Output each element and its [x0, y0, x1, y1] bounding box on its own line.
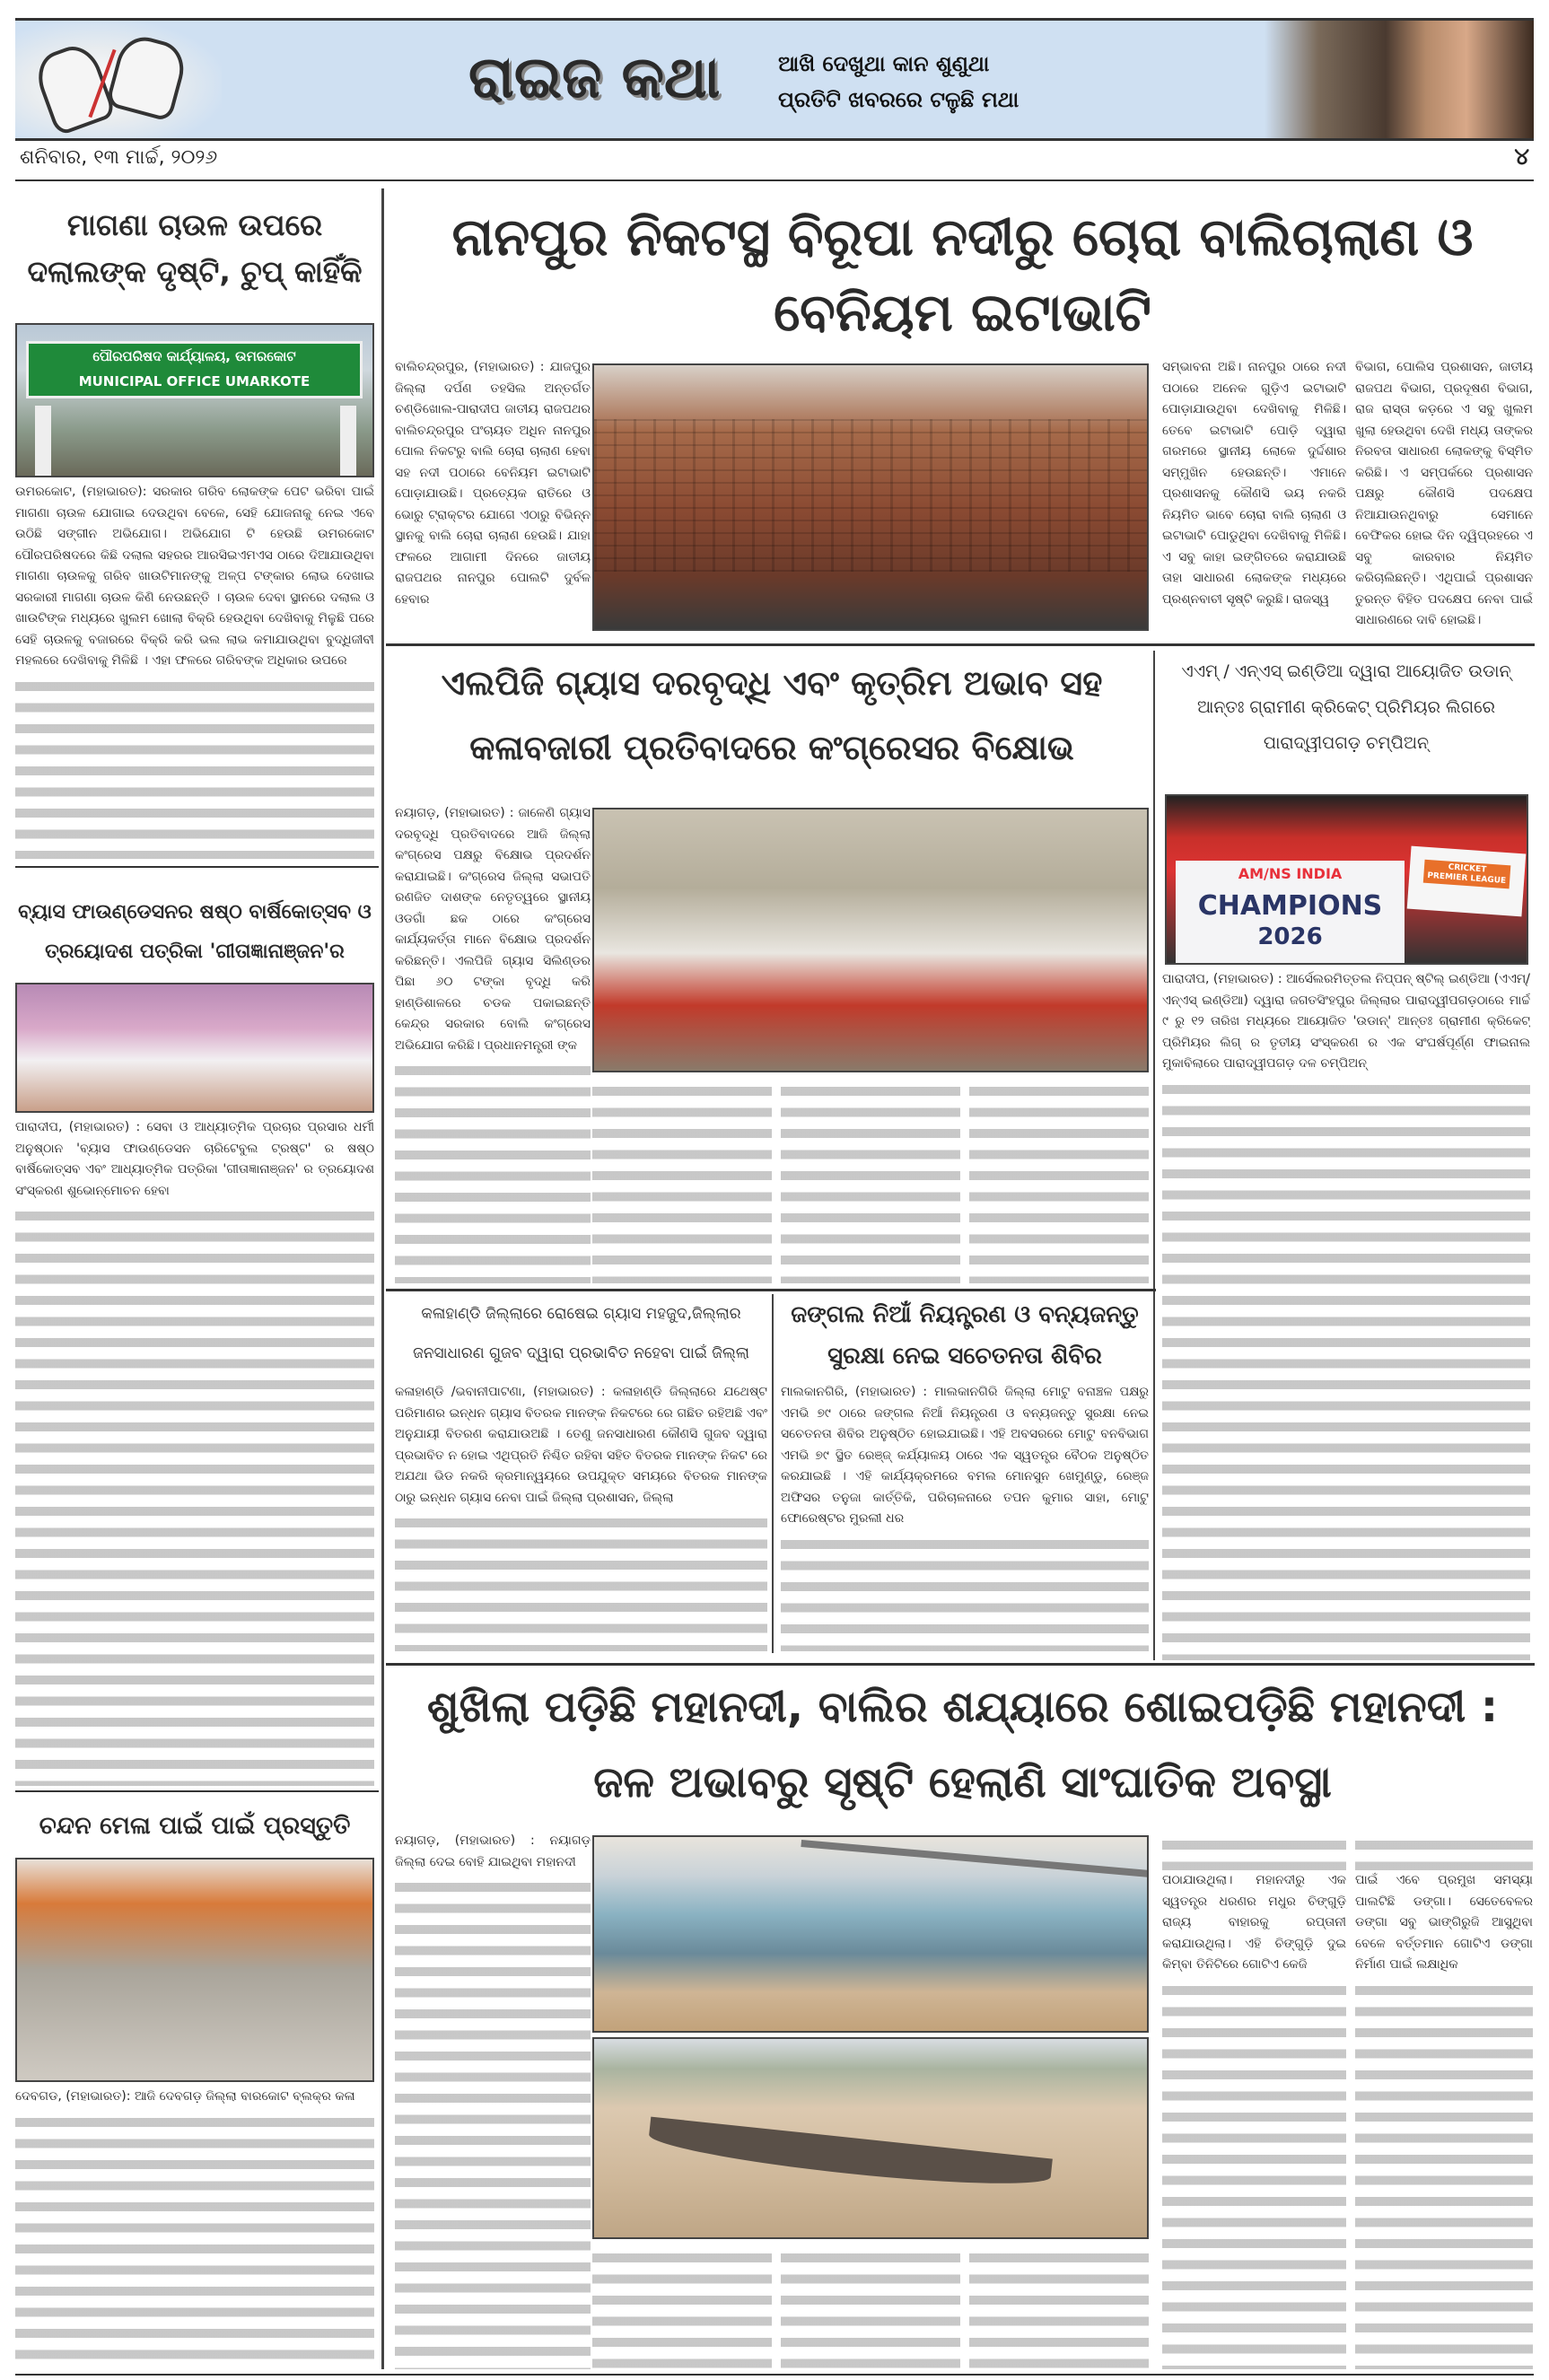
body-text: ପଠାଯାଉଥିଲା। ମହାନଦୀରୁ ଏକ ସ୍ୱତନ୍ତ୍ର ଧରଣର ମଧୁର ଚିଙ୍ଗୁଡ଼ି ରାଜ୍ୟ ବାହାରକୁ ରପ୍ତାନୀ କରାଯାଉଥିଲା। ଏହି ଚିଙ୍ଗୁଡ଼ି ଦୁଇ କିମ୍ବା ତିନିଟିରେ ଗୋଟିଏ କେଜି	[1162, 1873, 1346, 1972]
article-body-mahanadi-col5	[1162, 1831, 1346, 2369]
champions-text: CHAMPIONS	[1197, 890, 1383, 922]
article-body-vyas	[15, 1117, 374, 1786]
article-body-lpg-col1	[395, 803, 591, 1283]
body-text: ପାଇଁ ଏବେ ପ୍ରମୁଖ ସମସ୍ୟା ପାଲଟିଛି ଡଙ୍ଗା। ସେତେବେଳର ଡଙ୍ଗା ସବୁ ଭାଙ୍ଗିରୁଜି ଆସୁଥିବା ବେଳେ ବର୍ତ୍ତମାନ ଗୋଟିଏ ଡଙ୍ଗା ନିର୍ମାଣ ପାଇଁ ଲକ୍ଷାଧିକ	[1355, 1873, 1533, 1972]
divider	[386, 1289, 1156, 1291]
sign-odia-text: ପୌରପରିଷଦ କାର୍ଯ୍ୟାଳୟ, ଉମରକୋଟ	[92, 348, 296, 364]
article-body-lpg-col4	[969, 1077, 1149, 1283]
tagline-line-1: ଆଖି ଦେଖୁଥା କାନ ଶୁଣୁଥା	[778, 51, 990, 76]
municipal-office-photo	[15, 323, 374, 477]
article-body-sand-col1	[395, 357, 591, 640]
article-body-mahanadi-col2	[592, 2244, 772, 2369]
body-text: ନୟାଗଡ଼, (ମହାଭାରତ) : ନୟାଗଡ଼ ଜିଲ୍ଲା ଦେଇ ବୋହି ଯାଇଥିବା ମହାନଦୀ	[395, 1833, 591, 1869]
body-text: ଉମରକୋଟ, (ମହାଭାରତ): ସରକାର ଗରିବ ଲୋକଙ୍କ ପେଟ ଭରିବା ପାଇଁ ମାଗଣା ଚାଉଳ ଯୋଗାଇ ଦେଉଥିବା ବେଳେ, ସେହି ଯୋଜନାକୁ ନେଇ ଏବେ ଉଠିଛି ସଙ୍ଗୀନ ଅଭିଯୋଗ। ଅଭିଯୋଗ ଟି ହେଉଛି ଉମରକୋଟ ପୌରପରିଷଦରେ କିଛି ଦଲାଲ ସହରର ଆରସିଇଏମଏସ ଠାରେ ଦିଆଯାଉଥିବା ମାଗଣା ଚାଉଳକୁ ଗରିବ ଖାଉଟିମାନଙ୍କୁ ଅଳ୍ପ ଟଙ୍କାର ଲୋଭ ଦେଖାଇ ସରକାରୀ ମାଗଣା ଚାଉଳ କିଣି ନେଉଛନ୍ତି । ଚାଉଳ ଦେବା ସ୍ଥାନରେ ଦଲାଲ ଓ ଖାଉଟିଙ୍କ ମଧ୍ୟରେ ଖୁଲମ ଖୋଲା ବିକ୍ରି ହେଉଥିବା ଦେଖିବାକୁ ମିଳୁଛି ପରେ ସେହି ଚାଉଳକୁ ବଜାରରେ ବିକ୍ରି କରି ଭଲ ଲାଭ କମାଯାଉଥିବା ବୁଦ୍ଧିଜୀବୀ ମହଲରେ ଦେଖିବାକୁ ମିଳିଛି । ଏହା ଫଳରେ ଗରିବଙ୍କ ଅଧିକାର ଉପରେ	[15, 485, 374, 668]
article-body-chandan	[15, 2087, 374, 2369]
article-body-cricket	[1162, 969, 1530, 1660]
brick-kiln-photo	[592, 363, 1149, 631]
headline-sand-mining: ନାନପୁର ନିକଟସ୍ଥ ବିରୂପା ନଦୀରୁ ଚୋରା ବାଲିଚାଲାଣ ଓ ବେନିୟମ ଇଟାଭାଟି	[451, 206, 1474, 343]
article-body-mahanadi-col6	[1355, 1831, 1533, 2369]
headline-forest-fire: ଜଙ୍ଗଲ ନିଆଁ ନିୟନ୍ତ୍ରଣ ଓ ବନ୍ୟଜନ୍ତୁ ସୁରକ୍ଷା ନେଇ ସଚେତନତା ଶିବିର	[791, 1301, 1139, 1369]
mahanadi-bridge-photo	[592, 1835, 1149, 2033]
article-body-forest	[781, 1382, 1149, 1651]
divider	[15, 1790, 379, 1792]
headline-vyas: ବ୍ୟାସ ଫାଉଣ୍ଡେସନର ଷଷ୍ଠ ବାର୍ଷିକୋତ୍ସବ ଓ ତ୍ରୟୋଦଶ ପତ୍ରିକା 'ଗୀତାଜ୍ଞାନାଞ୍ଜନ'ର	[18, 901, 372, 963]
article-body-rice	[15, 482, 374, 859]
municipal-sign	[26, 341, 363, 398]
column-divider	[381, 188, 384, 2369]
article-body-sand-col2	[1162, 357, 1346, 640]
divider	[15, 866, 379, 868]
body-text: ନୟାଗଡ଼, (ମହାଭାରତ) : ଜାଳେଣି ଗ୍ୟାସ ଦରବୃଦ୍ଧି ପ୍ରତିବାଦରେ ଆଜି ଜିଲ୍ଲା କଂଗ୍ରେସ ପକ୍ଷରୁ ବିକ୍ଷୋଭ ପ୍ରଦର୍ଶନ କରାଯାଇଛି। କଂଗ୍ରେସ ଜିଲ୍ଲା ସଭାପତି ରଣଜିତ ଦାଶଙ୍କ ନେତୃତ୍ୱରେ ସ୍ଥାନୀୟ ଓଡଗାଁ ଛକ ଠାରେ କଂଗ୍ରେସ କାର୍ଯ୍ୟକର୍ତ୍ତା ମାନେ ବିକ୍ଷୋଭ ପ୍ରଦର୍ଶନ କରିଛନ୍ତି। ଏଲପିଜି ଗ୍ୟାସ ସିଲିଣ୍ଡର ପିଛା ୬୦ ଟଙ୍କା ବୃଦ୍ଧି କରି ହାଣ୍ଡିଶାଳରେ ଚଡକ ପକାଇଛନ୍ତି କେନ୍ଦ୍ର ସରକାର ବୋଲି କଂଗ୍ରେସ ଅଭିଯୋଗ କରିଛି। ପ୍ରଧାନମନ୍ତ୍ରୀ ଙ୍କ	[395, 806, 591, 1053]
divider	[386, 643, 1535, 646]
champions-year: 2026	[1257, 923, 1323, 950]
headline-mahanadi: ଶୁଖିଲା ପଡ଼ିଛି ମହାନଦୀ, ବାଲିର ଶଯ୍ୟାରେ ଶୋଇପଡ଼ିଛି ମହାନଦୀ : ଜଳ ଅଭାବରୁ ସୃଷ୍ଟି ହେଲାଣି ସାଂଘାତିକ ଅବସ୍ଥା	[426, 1682, 1499, 1807]
divider	[386, 1663, 1535, 1666]
masthead-banner	[15, 18, 1534, 141]
article-body-mahanadi-col1	[395, 1831, 591, 2369]
page-number: ୪	[1514, 144, 1529, 171]
divider	[15, 2374, 1534, 2376]
body-text: ସମ୍ଭାବନା ଅଛି। ନାନପୁର ଠାରେ ନଦୀ ପଠାରେ ଅନେକ ଗୁଡ଼ିଏ ଇଟାଭାଟି ପୋଡ଼ାଯାଉଥିବା ଦେଖିବାକୁ ମିଳିଛି। ତେବେ ଇଟାଭାଟି ପୋଡ଼ି ଦ୍ୱାରା ଗରମରେ ସ୍ଥାନୀୟ ଲୋକେ ଦୁର୍ଦ୍ଦଶାର ସମ୍ମୁଖିନ ହେଉଛନ୍ତି। ଏମାନେ ପ୍ରଶାସନକୁ କୌଣସି ଭୟ ନକରି ନିୟମିତ ଭାବେ ଚୋରା ବାଲି ଚାଲାଣ ଓ ଇଟାଭାଟି ପୋଡୁଥିବା ଦେଖିବାକୁ ମିଳିଛି। ଏ ସବୁ କାହା ଇଙ୍ଗିତରେ କରାଯାଉଛି ତାହା ସାଧାରଣ ଲୋକଙ୍କ ମଧ୍ୟରେ ପ୍ରଶ୍ନବାଚୀ ସୃଷ୍ଟି କରୁଛି। ରାଜସ୍ୱ	[1162, 360, 1346, 607]
dry-riverbed-boat-photo	[592, 2037, 1149, 2239]
crying-child-photo	[1265, 21, 1534, 138]
sign-english-text: MUNICIPAL OFFICE UMARKOTE	[78, 373, 311, 389]
badge-subtext: PREMIER LEAGUE	[1427, 871, 1507, 887]
prize-cheque	[1407, 846, 1527, 917]
article-body-sand-col3	[1355, 357, 1533, 640]
column-divider	[772, 1294, 774, 1653]
column-divider	[1153, 651, 1155, 1660]
article-body-mahanadi-col3	[781, 2244, 960, 2369]
handcuffed-hands-illustration	[15, 21, 222, 138]
body-text: କଳାହାଣ୍ଡି /ଭବାନୀପାଟଣା, (ମହାଭାରତ) : କଳାହାଣ୍ଡି ଜିଲ୍ଲାରେ ଯଥେଷ୍ଟ ପରିମାଣର ଇନ୍ଧନ ଗ୍ୟାସ ବିତରକ ମାନଙ୍କ ନିକଟରେ ରେ ଗଛିତ ରହିଅଛି ଏବଂ ଅନୁଯାୟୀ ବିତରଣ କରାଯାଉଅଛି । ତେଣୁ ଜନସାଧାରଣ କୌଣସି ଗୁଜବ ଦ୍ୱାରା ପ୍ରଭାବିତ ନ ହୋଇ ଏଥିପ୍ରତି ନିଶ୍ଚିତ ରହିବା ସହିତ ବିତରକ ମାନଙ୍କ ନିକଟ ରେ ଅଯଥା ଭିଡ ନକରି କ୍ରମାନ୍ୱୟରେ ଉପଯୁକ୍ତ ସମୟରେ ବିତରକ ମାନଙ୍କ ଠାରୁ ଇନ୍ଧନ ଗ୍ୟାସ ନେବା ପାଇଁ ଜିଲ୍ଲା ପ୍ରଶାସନ, ଜିଲ୍ଲା	[395, 1385, 767, 1505]
amns-logo-text: AM/NS INDIA	[1238, 865, 1343, 882]
body-text: ପାରାଦୀପ, (ମହାଭାରତ) : ଆର୍ସେଲରମିତ୍ତଲ ନିପ୍ପନ୍ ଷ୍ଟିଲ୍ ଇଣ୍ଡିଆ (ଏଏମ୍/ଏନ୍ଏସ୍ ଇଣ୍ଡିଆ) ଦ୍ୱାରା ଜଗତସିଂହପୁର ଜିଲ୍ଲାର ପାରାଦ୍ୱୀପଗଡ଼ଠାରେ ମାର୍ଚ୍ଚ ୯ ରୁ ୧୨ ତାରିଖ ମଧ୍ୟରେ ଆୟୋଜିତ 'ଉଡାନ୍' ଆନ୍ତଃ ଗ୍ରାମୀଣ କ୍ରିକେଟ୍ ପ୍ରିମିୟର ଲିଗ୍ ର ତୃତୀୟ ସଂସ୍କରଣ ର ଏକ ସଂଘର୍ଷପୂର୍ଣ୍ଣ ଫାଇନାଲ ମୁକାବିଲାରେ ପାରାଦ୍ୱୀପଗଡ଼ ଦଳ ଚମ୍ପିଅନ୍	[1162, 972, 1530, 1071]
article-body-mahanadi-col4	[969, 2244, 1149, 2369]
headline-cricket: ଏଏମ୍ / ଏନ୍ଏସ୍ ଇଣ୍ଡିଆ ଦ୍ୱାରା ଆୟୋଜିତ ଉଡାନ୍ ଆନ୍ତଃ ଗ୍ରାମୀଣ କ୍ରିକେଟ୍ ପ୍ରିମିୟର ଲିଗରେ ପାରାଦ୍ୱୀପଗଡ଼ ଚମ୍ପିଅନ୍	[1181, 661, 1511, 752]
article-body-kalahandi	[395, 1382, 767, 1651]
headline-rice: ମାଗଣା ଚାଉଳ ଉପରେ ଦଲାଲଙ୍କ ଦୃଷ୍ଟି, ଚୁପ୍ କାହିଁକି	[27, 207, 363, 289]
article-body-lpg-col2	[592, 1077, 772, 1283]
body-text: ମାଲକାନଗିରି, (ମହାଭାରତ) : ମାଲକାନଗିରି ଜିଲ୍ଲା ମୋଟୁ ବନାଞ୍ଚଳ ପକ୍ଷରୁ ଏମଭି ୭୯ ଠାରେ ଜଙ୍ଗଲ ନିଆଁ ନିୟନ୍ତ୍ରଣ ଓ ବନ୍ୟଜନ୍ତୁ ସୁରକ୍ଷା ନେଇ ସଚେତନତା ଶିବିର ଅନୁଷ୍ଠିତ ହୋଇଯାଇଛି। ଏହି ଅବସରରେ ମୋଟୁ ବନବିଭାଗ ଏମଭି ୭୯ ସ୍ଥିତ ରେଞ୍ଜ୍ କର୍ଯ୍ୟାଳୟ ଠାରେ ଏକ ସ୍ୱତନ୍ତ୍ର ବୈଠକ ଅନୁଷ୍ଠିତ କରଯାଇଛି । ଏହି କାର୍ଯ୍ୟକ୍ରମରେ ବମଲ ମୋନସୁନ ଖେମୁଣ୍ଡୁ, ରେଞ୍ଜ ଅଫିସର ତନୁଜା କାର୍ତ୍ତିକି, ପରିଚାଳନାରେ ତପନ କୁମାର ସାହା, ମୋଟୁ ଫୋରେଷ୍ଟର ମୁରଲୀ ଧର	[781, 1385, 1149, 1526]
tagline	[778, 46, 1019, 118]
vyas-ceremony-photo	[15, 983, 374, 1113]
divider	[15, 179, 1534, 181]
body-text: ବାଲିଚନ୍ଦ୍ରପୁର, (ମହାଭାରତ) : ଯାଜପୁର ଜିଲ୍ଲା ଦର୍ପଣ ତହସିଲ ଅନ୍ତର୍ଗତ ଚଣ୍ଡିଖୋଲ-ପାରାଦୀପ ଜାତୀୟ ରାଜପଥର ବାଲିଚନ୍ଦ୍ରପୁର ପଂଚାୟତ ଅଧିନ ନାନପୁର ପୋଲ ନିକଟରୁ ବାଲି ଚୋରା ଚାଲାଣ ହେବା ସହ ନଦୀ ପଠାରେ ବେନିୟମ ଇଟାଭାଟି ପୋଡ଼ାଯାଉଛି। ପ୍ରତ୍ୟେକ ରାତିରେ ଓ ଭୋରୁ ଟ୍ରାକ୍ଟର ଯୋଗେ ଏଠାରୁ ବିଭିନ୍ନ ସ୍ଥାନକୁ ବାଲି ଚୋରା ଚାଲାଣ ହେଉଛି। ଯାହା ଫଳରେ ଆଗାମୀ ଦିନରେ ଜାତୀୟ ରାଜପଥର ନାନପୁର ପୋଲଟି ଦୁର୍ବଳ ହେବାର	[395, 360, 591, 607]
tagline-line-2: ପ୍ରତିଟି ଖବରରେ ଟଳୁଛି ମଥା	[778, 87, 1020, 112]
congress-protest-photo	[592, 808, 1149, 1072]
body-text: ପାରାଦୀପ, (ମହାଭାରତ) : ସେବା ଓ ଆଧ୍ୟାତ୍ମିକ ପ୍ରଚାର ପ୍ରସାର ଧର୍ମୀ ଅନୁଷ୍ଠାନ 'ବ୍ୟାସ ଫାଉଣ୍ଡେସନ ଚାରିଟେବୁଲ ଟ୍ରଷ୍ଟ' ର ଷଷ୍ଠ ବାର୍ଷିକୋତ୍ସବ ଏବଂ ଆଧ୍ୟାତ୍ମିକ ପତ୍ରିକା 'ଗୀତାଜ୍ଞାନାଞ୍ଜନ' ର ତ୍ରୟୋଦଶ ସଂସ୍କରଣ ଶୁଭୋନ୍ମୋଚନ ହେବା	[15, 1120, 374, 1198]
article-body-lpg-col3	[781, 1077, 960, 1283]
newspaper-title: ରାଇଜ କଥା	[468, 45, 721, 111]
headline-lpg-protest: ଏଲପିଜି ଗ୍ୟାସ ଦରବୃଦ୍ଧି ଏବଂ କୃତ୍ରିମ ଅଭାବ ସହ କଳାବଜାରୀ ପ୍ରତିବାଦରେ କଂଗ୍ରେସର ବିକ୍ଷୋଭ	[441, 663, 1103, 767]
issue-date: ଶନିବାର, ୧୩ ମାର୍ଚ୍ଚ, ୨୦୨୬	[20, 146, 218, 169]
body-text: ଦେବଗଡ, (ମହାଭାରତ): ଆଜି ଦେବଗଡ଼ ଜିଲ୍ଲା ବାରକୋଟ ବ୍ଲକ୍ର କଳା	[15, 2089, 355, 2104]
body-text: ବିଭାଗ, ପୋଲିସ ପ୍ରଶାସନ, ଜାତୀୟ ରାଜପଥ ବିଭାଗ, ପ୍ରଦୂଷଣ ବିଭାଗ, ରାଜ ରାସ୍ତା କଡ଼ରେ ଏ ସବୁ ଖୁଲମ ଖୁଲା ହେଉଥିବା ଦେଖି ମଧ୍ୟ ତାଙ୍କର ନିରବତା ସାଧାରଣ ଲୋକଙ୍କୁ ବିସ୍ମିତ କରିଛି। ଏ ସମ୍ପର୍କରେ ପ୍ରଶାସନ ପକ୍ଷରୁ କୌଣସି ପଦକ୍ଷେପ ନିଆଯାଉନଥିବାରୁ ସେମାନେ ବେଫିକର ହୋଇ ଦିନ ଦ୍ୱିପ୍ରହରେ ଏ ସବୁ କାରବାର ନିୟମିତ କରିଚାଲିଛନ୍ତି। ଏଥିପାଇଁ ପ୍ରଶାସନ ତୁରନ୍ତ ବିହିତ ପଦକ୍ଷେପ ନେବା ପାଇଁ ସାଧାରଣରେ ଦାବି ହୋଇଛି।	[1355, 360, 1533, 627]
cricket-champions-photo	[1165, 794, 1528, 965]
headline-chandan: ଚନ୍ଦନ ମେଳା ପାଇଁ ପାଇଁ ପ୍ରସ୍ତୁତି	[39, 1812, 351, 1840]
chandan-meeting-photo	[15, 1858, 374, 2082]
cricket-league-badge	[1423, 860, 1510, 889]
headline-kalahandi: କଳାହାଣ୍ଡି ଜିଲ୍ଲାରେ ରୋଷେଇ ଗ୍ୟାସ ମହଜୁଦ,ଜିଲ୍ଲାର ଜନସାଧାରଣ ଗୁଜବ ଦ୍ୱାରା ପ୍ରଭାବିତ ନହେବା ପାଇଁ ଜିଲ୍ଲା	[413, 1305, 749, 1362]
badge-text: CRICKET	[1448, 862, 1487, 875]
champions-banner	[1176, 861, 1405, 964]
